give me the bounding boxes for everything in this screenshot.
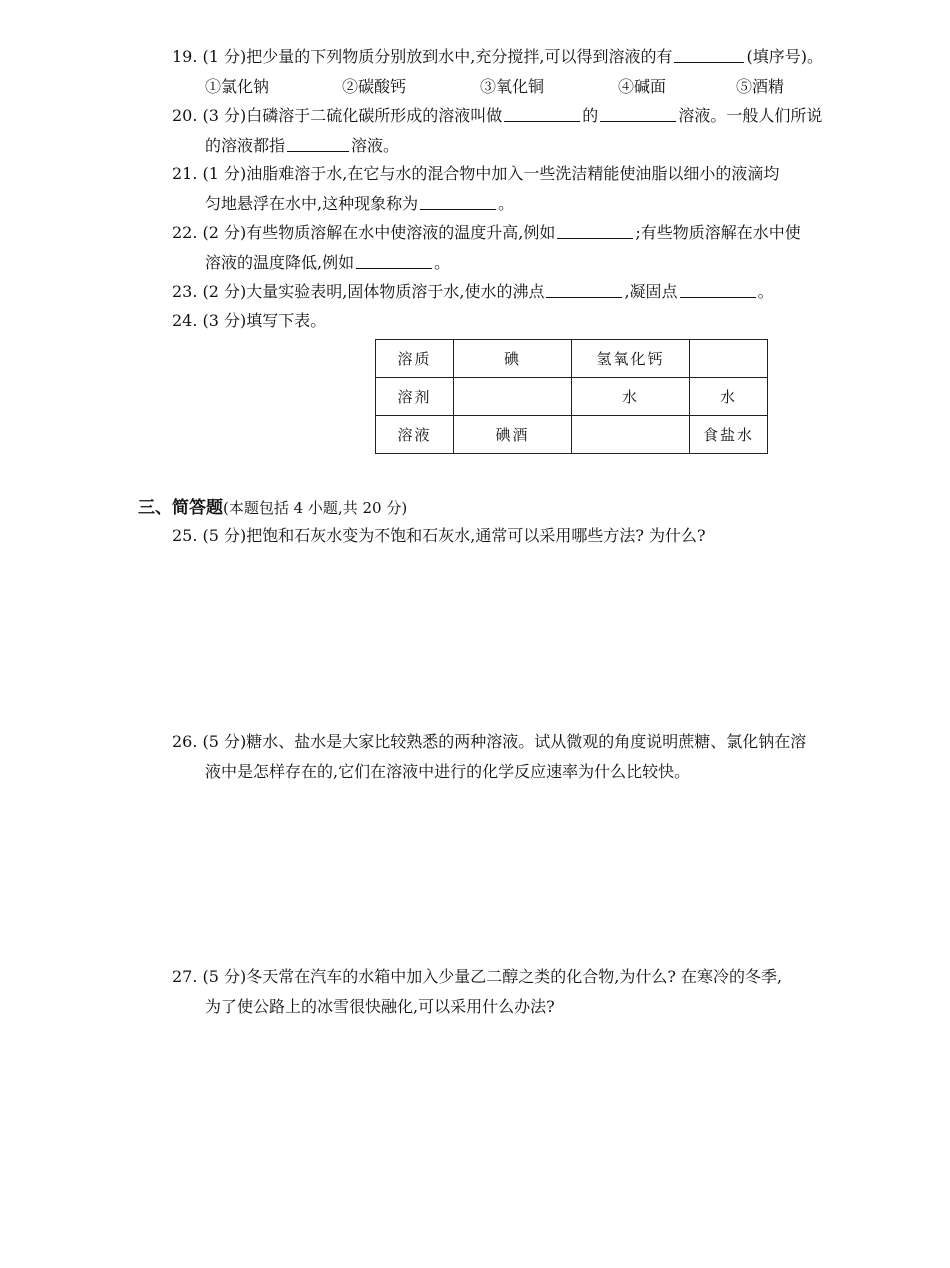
- question-20-text-c: 溶液。一般人们所说: [678, 106, 823, 125]
- answer-blank[interactable]: [287, 133, 349, 152]
- question-19: [172, 42, 934, 102]
- question-19-options: [172, 72, 934, 102]
- table-cell-blank[interactable]: [572, 416, 690, 454]
- table-cell: 水: [572, 378, 690, 416]
- question-22-text-a: 22. (2 分)有些物质溶解在水中使溶液的温度升高,例如: [172, 223, 556, 242]
- question-21-text-b: 。: [498, 194, 515, 213]
- question-22-text-d: 。: [434, 253, 451, 272]
- solution-table: [375, 339, 768, 454]
- question-19-line-1: [172, 42, 934, 72]
- table-cell: 溶剂: [376, 378, 454, 416]
- option-4: ④碱面: [618, 77, 667, 96]
- question-23: [172, 277, 934, 307]
- option-2: ②碳酸钙: [342, 77, 407, 96]
- table-cell: 食盐水: [690, 416, 768, 454]
- question-22-text-c: 溶液的温度降低,例如: [205, 253, 355, 272]
- table-cell: 水: [690, 378, 768, 416]
- question-21-text-a: 匀地悬浮在水中,这种现象称为: [205, 194, 419, 213]
- question-20-line-2: [172, 131, 934, 161]
- question-20-text-b: 的: [582, 106, 599, 125]
- table-cell: 溶液: [376, 416, 454, 454]
- question-24: [172, 306, 934, 336]
- answer-blank[interactable]: [356, 250, 432, 269]
- question-27-line-1: 27. (5 分)冬天常在汽车的水箱中加入少量乙二醇之类的化合物,为什么? 在寒冷的冬季,: [172, 967, 783, 986]
- question-23-text-a: 23. (2 分)大量实验表明,固体物质溶于水,使水的沸点: [172, 282, 545, 301]
- option-1: ①氯化钠: [205, 77, 270, 96]
- question-23-text-c: 。: [757, 282, 774, 301]
- answer-blank[interactable]: [680, 279, 756, 298]
- question-26-line-2: 液中是怎样存在的,它们在溶液中进行的化学反应速率为什么比较快。: [205, 762, 691, 781]
- table-row: [376, 378, 768, 416]
- question-19-text-a: 19. (1 分)把少量的下列物质分别放到水中,充分搅拌,可以得到溶液的有: [172, 47, 673, 66]
- section-3-note: (本题包括 4 小题,共 20 分): [223, 499, 408, 517]
- table-cell: 碘酒: [454, 416, 572, 454]
- option-5: ⑤酒精: [736, 77, 785, 96]
- question-20: [172, 101, 934, 161]
- answer-blank[interactable]: [504, 103, 580, 122]
- section-3-title: 三、简答题: [138, 498, 223, 518]
- answer-blank[interactable]: [557, 220, 633, 239]
- table-cell: 碘: [454, 340, 572, 378]
- question-25: [172, 521, 934, 551]
- question-22-line-1: [172, 218, 934, 248]
- question-20-text-e: 溶液。: [351, 136, 400, 155]
- table-row: [376, 416, 768, 454]
- question-23-line-1: [172, 277, 934, 307]
- question-21-line-2: [172, 189, 934, 219]
- question-26-line-1: 26. (5 分)糖水、盐水是大家比较熟悉的两种溶液。试从微观的角度说明蔗糖、氯化钠在溶: [172, 732, 807, 751]
- table-row: [376, 340, 768, 378]
- question-26: [172, 727, 934, 787]
- question-20-text-d: 的溶液都指: [205, 136, 286, 155]
- answer-blank[interactable]: [420, 191, 496, 210]
- question-27: [172, 962, 934, 1022]
- answer-blank[interactable]: [546, 279, 622, 298]
- option-3: ③氧化铜: [480, 77, 545, 96]
- table-cell: 溶质: [376, 340, 454, 378]
- table-cell-blank[interactable]: [454, 378, 572, 416]
- question-22-line-2: [172, 248, 934, 278]
- answer-blank[interactable]: [674, 44, 744, 63]
- section-3-heading: [138, 494, 407, 522]
- question-23-text-b: ,凝固点: [624, 282, 678, 301]
- question-25-line-1: 25. (5 分)把饱和石灰水变为不饱和石灰水,通常可以采用哪些方法? 为什么?: [172, 526, 706, 545]
- table-cell-blank[interactable]: [690, 340, 768, 378]
- question-20-line-1: [172, 101, 934, 131]
- question-22-text-b: ;有些物质溶解在水中使: [635, 223, 801, 242]
- question-22: [172, 218, 934, 278]
- question-21-line-1: 21. (1 分)油脂难溶于水,在它与水的混合物中加入一些洗洁精能使油脂以细小的液滴均: [172, 164, 780, 183]
- question-19-text-b: (填序号)。: [746, 47, 823, 66]
- question-27-line-2: 为了使公路上的冰雪很快融化,可以采用什么办法?: [205, 997, 555, 1016]
- table-cell: 氢氧化钙: [572, 340, 690, 378]
- answer-blank[interactable]: [600, 103, 676, 122]
- question-20-text-a: 20. (3 分)白磷溶于二硫化碳所形成的溶液叫做: [172, 106, 503, 125]
- question-24-line-1: 24. (3 分)填写下表。: [172, 311, 327, 330]
- question-21: [172, 159, 934, 219]
